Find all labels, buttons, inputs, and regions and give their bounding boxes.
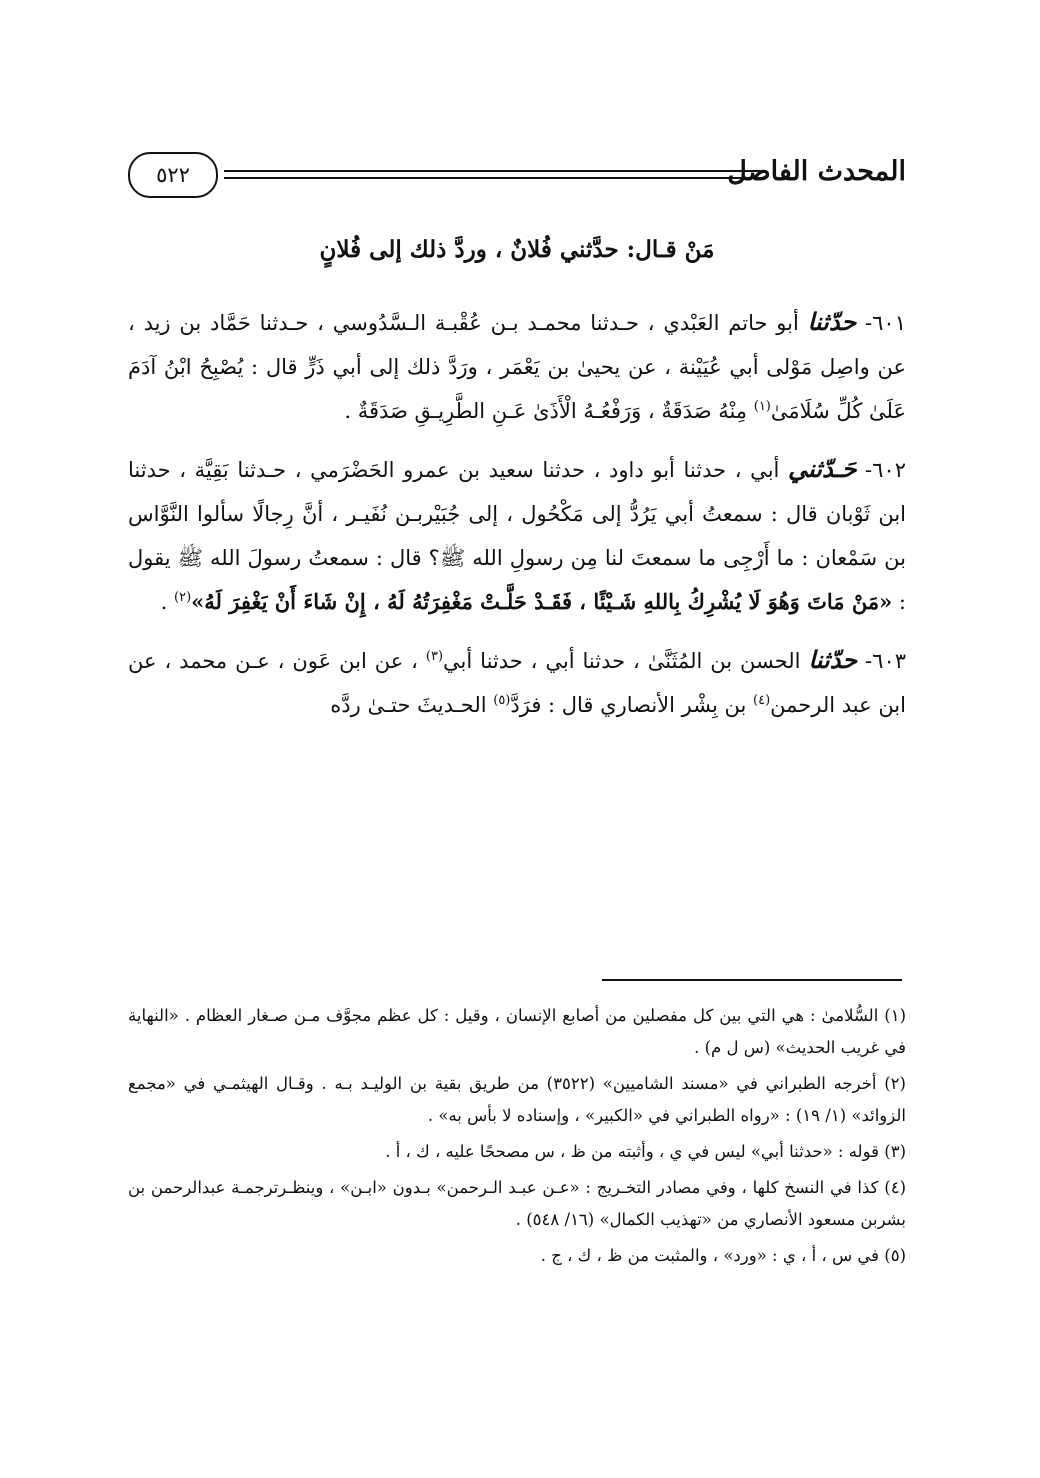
narration-word: حَـدّثني <box>788 454 857 483</box>
paragraph-text: الحسن بن المُثَنَّىٰ ، حدثنا أبي ، حدثنا أبي <box>443 649 809 673</box>
footnote-text: قوله : «حدثنا أبي» ليس في ي ، وأثبته من ظ ، س مصححًا عليه ، ك ، أ . <box>385 1142 885 1161</box>
footnote-separator <box>602 979 902 981</box>
footnote-number: (٣) <box>884 1142 906 1161</box>
page-header <box>128 152 906 202</box>
paragraph-text: أبو حاتم العَبْدي ، حـدثنا محمـد بـن عُقْبـة الـسَّدُوسي ، حـدثنا حَمَّاد بن زيد ، عن واصِل مَوْلى أبي عُيَيْنة ، عن يحيىٰ بن يَعْمَر ، ورَدَّ ذلك إلى أبي ذَرٍّ قال : يُصْبِحُ ابْنُ آدَمَ عَلَىٰ كُلِّ سُلَامَىٰ <box>128 311 906 423</box>
footnote-number: (٥) <box>884 1246 906 1265</box>
footnote-ref: (٤) <box>753 693 771 708</box>
footnote-number: (٤) <box>884 1178 906 1197</box>
footnote-number: (٢) <box>884 1074 906 1093</box>
header-rule <box>224 170 766 179</box>
footnote <box>128 1240 906 1272</box>
paragraph-text: الحـديثَ حتـىٰ ردَّه <box>330 693 494 717</box>
paragraph-text: . <box>160 590 175 614</box>
paragraph-text: أبي ، حدثنا أبو داود ، حدثنا سعيد بن عمرو الحَضْرَمي ، حـدثنا بَقِيَّة ، حدثنا ابن ثَوْبان قال : سمعتُ أبي يَرُدُّ إلى مَكْحُول ، إلى جُبَيْربـن نُفَيـر ، أنَّ رِجالًا سألوا النَّوَّاس بن سَمْعان : ما أَرْجِى ما سمعتَ لنا مِن رسولِ الله ﷺ؟ قال : سمعتُ رسولَ الله ﷺ يقول : <box>128 458 906 614</box>
page-number: ٥٢٢ <box>128 152 218 198</box>
footnote-ref: (١) <box>753 399 771 414</box>
footnote-text: السُّلامىٰ : هي التي بين كل مفصلين من أصابع الإنسان ، وقيل : كل عظم مجوَّف مـن صـغار العظام . «النهاية في غريب الحديث» (س ل م) . <box>128 1006 906 1057</box>
main-text <box>128 300 906 741</box>
paragraph-text: ، عن ابن عَون ، عـن محمد ، عن ابن عبد الرحمن <box>128 649 906 717</box>
section-title: مَنْ قـال: حدَّثني فُلانٌ ، وردَّ ذلك إلى فُلانٍ <box>319 236 715 263</box>
hadith-paragraph-601 <box>128 300 906 433</box>
footnote-text: في س ، أ ، ي : «ورد» ، والمثبت من ظ ، ك ، ج . <box>540 1246 885 1265</box>
hadith-paragraph-603 <box>128 638 906 727</box>
narration-word: حدّثنا <box>808 645 858 674</box>
footnote-ref: (٢) <box>174 590 192 605</box>
hadith-number: ٦٠٣- <box>857 649 907 673</box>
narration-word: حدّثنا <box>807 307 857 336</box>
hadith-number: ٦٠١- <box>856 311 906 335</box>
footnote-text: أخرجه الطبراني في «مسند الشاميين» (٣٥٢٢) من طريق بقية بن الوليـد بـه . وقـال الهيثمـي في «مجمع الزوائد» (١/ ١٩) : «رواه الطبراني في «الكبير» ، وإسناده لا بأس به» . <box>128 1074 906 1125</box>
footnote-ref: (٥) <box>493 693 511 708</box>
footnotes <box>128 1000 906 1276</box>
footnote <box>128 1000 906 1064</box>
prophetic-saying: «مَنْ مَاتَ وَهُوَ لَا يُشْرِكُ بِاللهِ شَـيْئًا ، فَقَـدْ حَلَّـتْ مَغْفِرَتُهُ لَهُ ، إِنْ شَاءَ أَنْ يَغْفِرَ لَهُ» <box>191 589 893 614</box>
footnote <box>128 1068 906 1132</box>
footnote <box>128 1136 906 1168</box>
footnote <box>128 1172 906 1236</box>
hadith-paragraph-602 <box>128 447 906 624</box>
paragraph-text: مِنْهُ صَدَقَةٌ ، وَرَفْعُـهُ الْأَذَىٰ عَـنِ الطَّرِيـقِ صَدَقَةٌ . <box>344 399 754 423</box>
hadith-number: ٦٠٢- <box>856 458 906 482</box>
book-title: المحدث الفاصل <box>727 156 906 187</box>
footnote-text: كذا في النسخ كلها ، وفي مصادر التخـريج : «عـن عبـد الـرحمن» بـدون «ابـن» ، وينظـرترجمـة عبدالرحمن بن بشربن مسعود الأنصاري من «تهذيب الكمال» (١٦/ ٥٤٨) . <box>128 1178 906 1229</box>
footnote-number: (١) <box>884 1006 906 1025</box>
footnote-ref: (٣) <box>425 649 444 664</box>
paragraph-text: بن بِشْر الأنصاري قال : فرَدَّ <box>510 693 754 717</box>
